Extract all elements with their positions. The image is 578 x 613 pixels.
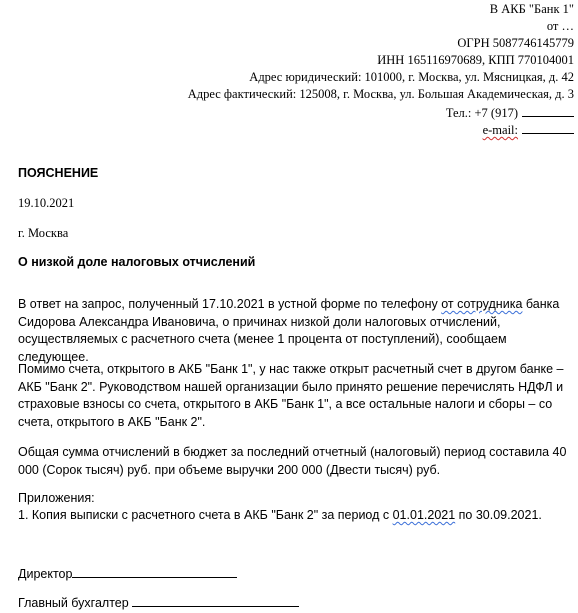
paragraph-request — [18, 296, 570, 366]
document-city: г. Москва — [18, 226, 69, 240]
phone-label: Тел.: +7 (917) — [445, 106, 518, 120]
p1-rest: банка Сидорова Александра Ивановича, о причинах низкой доли налоговых отчислений, осуществляемых с расчетного счета (менее 1 процента от поступлений), сообщаем следующее. — [18, 297, 560, 364]
email-line — [483, 121, 574, 138]
phone-blank-line — [522, 104, 574, 117]
sender-line: от … — [546, 19, 574, 33]
accountant-signature-row — [18, 594, 570, 613]
legal-address-line: Адрес юридический: 101000, г. Москва, ул. Мясницкая, д. 42 — [249, 70, 574, 84]
accountant-label: Главный бухгалтер — [18, 596, 129, 610]
ogrn-line: ОГРН 5087746145779 — [457, 36, 574, 50]
p1-start: В ответ на запрос, полученный 17.10.2021 в устной форме по телефону — [18, 297, 442, 311]
document-date: 19.10.2021 — [18, 196, 75, 210]
attachments-label: Приложения: — [18, 491, 95, 505]
attachment-text-end: по 30.09.2021. — [455, 508, 542, 522]
phone-line — [446, 104, 574, 121]
director-signature-line — [72, 565, 237, 578]
recipient-line: В АКБ "Банк 1" — [489, 2, 574, 16]
director-label: Директор — [18, 567, 73, 581]
email-label: e-mail: — [482, 123, 518, 137]
paragraph-totals: Общая сумма отчислений в бюджет за последний отчетный (налоговый) период составила 40 000 (Сорок тысяч) руб. при объеме выручки 200 000 (Двести тысяч) руб. — [18, 445, 567, 477]
paragraph-accounts: Помимо счета, открытого в АКБ "Банк 1", у нас также открыт расчетный счет в другом банке – АКБ "Банк 2". Руководством нашей организации было принято решение перечислять НДФЛ и страховые взносы со счета, открытого в АКБ "Банк 1", а все остальные налоги и сборы – со счета, открытого в АКБ "Банк 2". — [18, 362, 564, 429]
actual-address-line: Адрес фактический: 125008, г. Москва, ул. Большая Академическая, д. 3 — [187, 87, 574, 101]
email-blank-line — [522, 121, 574, 134]
director-signature-row — [18, 565, 570, 584]
attachment-text-start: 1. Копия выписки с расчетного счета в АКБ "Банк 2" за период с — [18, 508, 393, 522]
document-type: ПОЯСНЕНИЕ — [18, 166, 99, 180]
attachment-date-from: 01.01.2021 — [392, 508, 456, 522]
document-subject: О низкой доле налоговых отчислений — [18, 255, 256, 269]
attachment-item — [18, 507, 570, 525]
inn-kpp-line: ИНН 165116970689, КПП 770104001 — [377, 53, 574, 67]
accountant-signature-line — [132, 594, 299, 607]
p1-marked-text: от сотрудника — [441, 297, 523, 311]
